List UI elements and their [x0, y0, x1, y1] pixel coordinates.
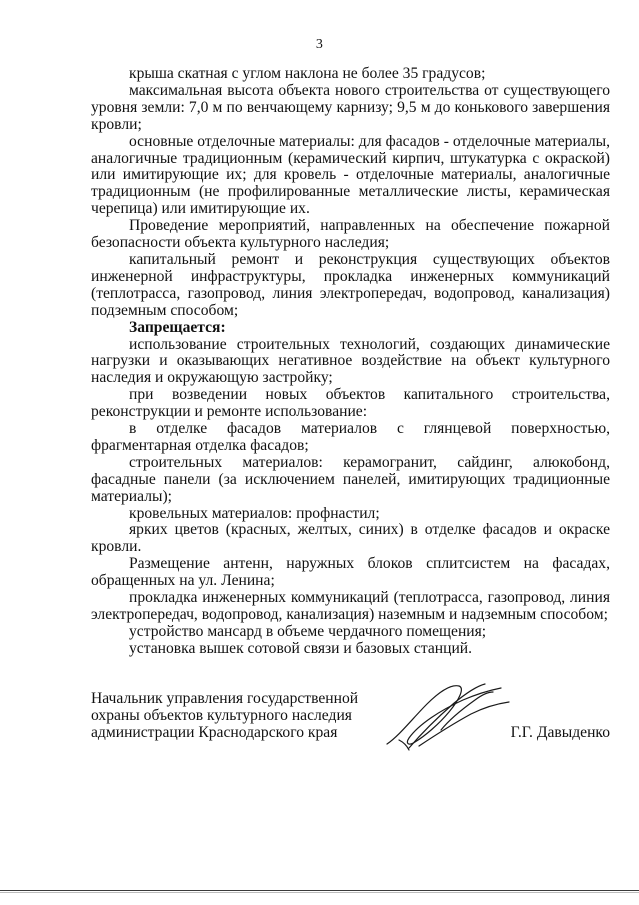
paragraph: кровельных материалов: профнастил;: [129, 504, 380, 522]
signature-block: [91, 690, 610, 760]
signer-position: [91, 690, 391, 741]
page-number: 3: [315, 37, 324, 52]
paragraph: Проведение мероприятий, направленных на обеспечение пожарной безопасности объекта культурного наследия;: [91, 217, 610, 252]
scan-edge-line: [0, 890, 639, 891]
signer-position-line: администрации Краснодарского края: [91, 724, 338, 741]
handwritten-signature: [379, 674, 519, 754]
paragraph: при возведении новых объектов капитального строительства, реконструкции и ремонте использование:: [91, 386, 610, 421]
paragraph: использование строительных технологий, создающих динамические нагрузки и оказывающих негативное воздействие на объект культурного наследия и окружающую застройку;: [91, 335, 610, 387]
paragraph: основные отделочные материалы: для фасадов - отделочные материалы, аналогичные традиционным (керамический кирпич, штукатурка с окраской) или имитирующие их; для кровель - отделочные материалы, аналогичные традиционным (не профилированные металлические листы, керамическая черепица) или имитирующие их.: [91, 132, 610, 218]
paragraph: максимальная высота объекта нового строительства от существующего уровня земли: 7,0 м по венчающему карнизу; 9,5 м до конькового завершения кровли;: [91, 81, 610, 133]
paragraph: Размещение антенн, наружных блоков сплитсистем на фасадах, обращенных на ул. Ленина;: [91, 555, 610, 590]
signer-name: Г.Г. Давыденко: [510, 724, 610, 741]
paragraph: капитальный ремонт и реконструкция существующих объектов инженерной инфраструктуры, прокладка инженерных коммуникаций (теплотрасса, газопровод, линия электропередач, водопровод, канализация) подземным способом;: [91, 250, 610, 319]
paragraph: прокладка инженерных коммуникаций (теплотрасса, газопровод, линия электропередач, водопровод, канализация) наземным и надземным способом;: [91, 589, 610, 623]
section-heading: Запрещается:: [129, 318, 226, 336]
paragraph: установка вышек сотовой связи и базовых станций.: [129, 639, 473, 657]
paragraph: в отделке фасадов материалов с глянцевой поверхностью, фрагментарная отделка фасадов;: [91, 420, 610, 454]
paragraph: строительных материалов: керамогранит, сайдинг, алюкобонд, фасадные панели (за исключением панелей, имитирующих традиционные материалы);: [91, 453, 610, 505]
paragraph: крыша скатная с углом наклона не более 35 градусов;: [129, 65, 486, 82]
paragraph: устройство мансард в объеме чердачного помещения;: [129, 622, 487, 640]
paragraph: ярких цветов (красных, желтых, синих) в отделке фасадов и окраске кровли.: [91, 521, 610, 556]
document-body: [91, 66, 610, 658]
scan-edge-shadow: [0, 892, 639, 893]
signer-position-line: Начальник управления государственной: [91, 690, 359, 707]
signer-position-line: охраны объектов культурного наследия: [91, 707, 352, 724]
